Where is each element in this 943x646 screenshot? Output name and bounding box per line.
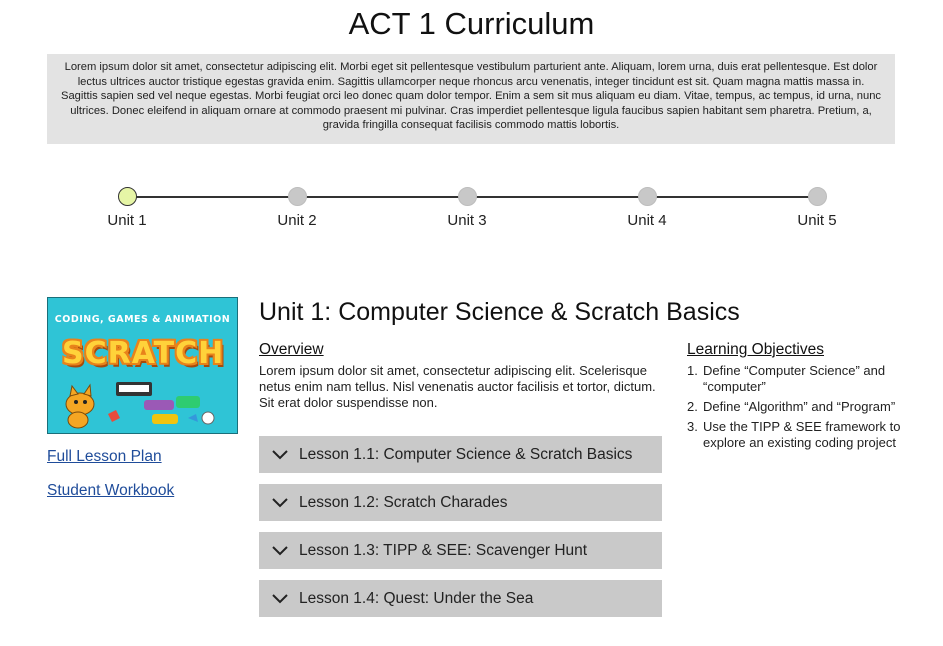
unit-title: Unit 1: Computer Science & Scratch Basics — [259, 298, 740, 326]
learning-objectives-list — [687, 363, 902, 455]
unit-thumbnail-image — [47, 297, 238, 434]
lesson-label: Lesson 1.2: Scratch Charades — [299, 493, 508, 511]
unit-1-dot[interactable] — [118, 187, 137, 206]
intro-text-box — [47, 54, 895, 144]
chevron-down-icon — [271, 545, 289, 557]
full-lesson-plan-link[interactable]: Full Lesson Plan — [47, 448, 162, 465]
lesson-1-3-accordion[interactable] — [259, 532, 662, 569]
chevron-down-icon — [271, 593, 289, 605]
scratch-logo: SCRATCH — [62, 336, 225, 371]
lesson-label: Lesson 1.3: TIPP & SEE: Scavenger Hunt — [299, 541, 588, 559]
timeline-unit-5[interactable] — [777, 187, 857, 229]
lesson-1-4-accordion[interactable] — [259, 580, 662, 617]
unit-5-dot[interactable] — [808, 187, 827, 206]
objective-number: 3. — [687, 419, 698, 434]
unit-4-dot[interactable] — [638, 187, 657, 206]
unit-3-dot[interactable] — [458, 187, 477, 206]
intro-text: Lorem ipsum dolor sit amet, consectetur adipiscing elit. Morbi eget sit pellentesque vestibulum parturient ante. Aliquam, lorem urna, duis erat pellentesque. Est dolor lectus ultrices auctor tristique egestas gravida enim. Sagittis ullamcorper neque rhoncus arcu venenatis, integer tincidunt est sit. Quam magna mattis massa in. Sagittis sapien sed vel neque egestas. Morbi feugiat orci leo donec quam dolor tempor. Enim a sem sit mus aliquam eu diam. Vitae, tempus, ac tempus, id urna, nunc ultrices. Donec eleifend in aliquam ornare at commodo praesent mi pulvinar. Cras imperdiet pellentesque ligula faucibus sapien habitant sem pharetra. Pretium, a, gravida fringilla consequat facilisis commodo mattis lobortis. — [60, 61, 882, 132]
student-workbook-link[interactable]: Student Workbook — [47, 482, 175, 499]
overview-heading: Overview — [259, 341, 324, 358]
lesson-1-2-accordion[interactable] — [259, 484, 662, 521]
unit-1-label[interactable]: Unit 1 — [107, 212, 147, 229]
chevron-down-icon — [271, 449, 289, 461]
timeline-unit-2[interactable] — [257, 187, 337, 229]
scratch-cat-illustration — [48, 374, 238, 434]
objective-text: Define “Algorithm” and “Program” — [703, 399, 896, 414]
lesson-label: Lesson 1.1: Computer Science & Scratch Basics — [299, 445, 633, 463]
objective-item — [687, 399, 902, 415]
objective-item — [687, 363, 902, 395]
objective-number: 1. — [687, 363, 698, 378]
unit-5-label[interactable]: Unit 5 — [797, 212, 837, 229]
page-title: ACT 1 Curriculum — [348, 6, 595, 41]
timeline-unit-3[interactable] — [427, 187, 507, 229]
timeline-unit-1[interactable] — [87, 187, 167, 229]
unit-2-label[interactable]: Unit 2 — [277, 212, 317, 229]
objective-text: Use the TIPP & SEE framework to explore an existing coding project — [703, 419, 901, 450]
objective-text: Define “Computer Science” and “computer” — [703, 363, 886, 394]
thumbnail-caption: CODING, GAMES & ANIMATION — [54, 314, 231, 325]
unit-timeline — [0, 180, 943, 240]
unit-3-label[interactable]: Unit 3 — [447, 212, 487, 229]
unit-2-dot[interactable] — [288, 187, 307, 206]
timeline-unit-4[interactable] — [607, 187, 687, 229]
learning-objectives-heading: Learning Objectives — [687, 341, 824, 358]
overview-text: Lorem ipsum dolor sit amet, consectetur adipiscing elit. Scelerisque netus enim nam tellus. Nisl venenatis auctor facilisis et tortor, dictum. Sit erat dolor suspendisse non. — [259, 363, 656, 410]
objective-number: 2. — [687, 399, 698, 414]
lesson-1-1-accordion[interactable] — [259, 436, 662, 473]
chevron-down-icon — [271, 497, 289, 509]
objective-item — [687, 419, 902, 451]
unit-4-label[interactable]: Unit 4 — [627, 212, 667, 229]
lesson-label: Lesson 1.4: Quest: Under the Sea — [299, 589, 534, 607]
